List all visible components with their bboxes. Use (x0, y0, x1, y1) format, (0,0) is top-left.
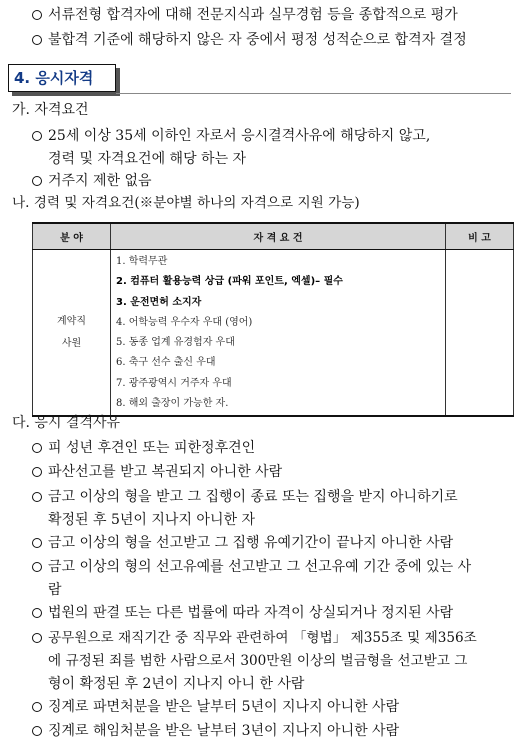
bullet-circle-icon (32, 467, 42, 477)
requirement-item: 7. 광주광역시 거주자 우대 (116, 377, 232, 389)
disqualification-4: 금고 이상의 형을 선고받고 그 집행 유예기간이 끝나지 아니한 사람 (48, 535, 454, 551)
table-header-row (33, 223, 514, 250)
subsection-a-title: 가. 자격요건 (12, 102, 89, 118)
subsection-b-title: 나. 경력 및 자격요건(※분야별 하나의 자격으로 지원 가능) (12, 195, 360, 211)
disqualification-3-line-2: 확정된 후 5년이 지나지 아니한 자 (48, 512, 255, 528)
requirement-item: 4. 어학능력 우수자 우대 (영어) (116, 316, 253, 328)
qualification-table (32, 222, 514, 417)
requirement-item: 2. 컴퓨터 활용능력 상급 (파워 포인트, 엑셀)– 필수 (116, 276, 343, 288)
section-title: 4. 응시자격 (14, 69, 94, 87)
field-line: 사원 (61, 337, 82, 349)
requirement-item: 5. 동종 업계 유경험자 우대 (116, 337, 235, 349)
header-field: 분 야 (33, 223, 111, 250)
requirements-cell (111, 250, 446, 417)
bullet-circle-icon (32, 176, 42, 186)
bullet-circle-icon (32, 131, 42, 141)
requirement-item: 1. 학력무관 (116, 256, 168, 267)
disqualification-2: 파산선고를 받고 복권되지 아니한 사람 (48, 464, 283, 480)
bullet-circle-icon (32, 35, 42, 45)
bullet-circle-icon (32, 538, 42, 548)
disqualification-5-line-1: 금고 이상의 형의 선고유예를 선고받고 그 선고유예 기간 중에 있는 사 (48, 559, 472, 575)
disqualification-7-line-1: 공무원으로 재직기간 중 직무와 관련하여 「형법」 제355조 및 제356조 (48, 630, 477, 646)
disqualification-9: 징계로 해임처분을 받은 날부터 3년이 지나지 아니한 사람 (48, 723, 400, 739)
bullet-circle-icon (32, 492, 42, 502)
requirement-item: 8. 해외 출장이 가능한 자. (116, 398, 229, 410)
header-note: 비 고 (446, 223, 514, 250)
table-row (33, 250, 514, 417)
disqualification-7-line-2: 에 규정된 죄를 범한 사람으로서 300만원 이상의 벌금형을 선고받고 그 (48, 653, 468, 669)
subsection-a-bullet-2: 거주지 제한 없음 (48, 173, 152, 189)
disqualification-1: 피 성년 후견인 또는 피한정후견인 (48, 440, 256, 456)
section-heading-rule (116, 93, 511, 94)
requirement-item: 3. 운전면허 소지자 (116, 296, 202, 308)
bullet-circle-icon (32, 726, 42, 736)
top-bullet-2: 불합격 기준에 해당하지 않은 자 중에서 평정 성적순으로 합격자 결정 (48, 32, 467, 48)
disqualification-6: 법원의 판결 또는 다른 법률에 따라 자격이 상실되거나 정지된 사람 (48, 605, 454, 621)
top-bullet-1: 서류전형 합격자에 대해 전문지식과 실무경험 등을 종합적으로 평가 (48, 7, 458, 23)
disqualification-5-line-2: 람 (48, 582, 62, 598)
disqualification-7-line-3: 형이 확정된 후 2년이 지나지 아니 한 사람 (48, 676, 305, 692)
note-cell (446, 250, 514, 417)
disqualification-3-line-1: 금고 이상의 형을 받고 그 집행이 종료 또는 집행을 받지 아니하기로 (48, 489, 458, 505)
bullet-circle-icon (32, 10, 42, 20)
subsection-c-title: 다. 응시 결격사유 (12, 415, 121, 431)
bullet-circle-icon (32, 562, 42, 572)
header-requirements: 자 격 요 건 (111, 223, 446, 250)
disqualification-8: 징계로 파면처분을 받은 날부터 5년이 지나지 아니한 사람 (48, 699, 400, 715)
subsection-a-bullet-1-line-1: 25세 이상 35세 이하인 자로서 응시결격사유에 해당하지 않고, (48, 128, 431, 144)
bullet-circle-icon (32, 443, 42, 453)
subsection-a-bullet-1-line-2: 경력 및 자격요건에 해당 하는 자 (48, 151, 247, 167)
bullet-circle-icon (32, 702, 42, 712)
bullet-circle-icon (32, 633, 42, 643)
field-cell (33, 250, 111, 417)
field-line: 계약직 (57, 315, 86, 327)
requirement-item: 6. 축구 선수 출신 우대 (116, 357, 216, 369)
bullet-circle-icon (32, 608, 42, 618)
